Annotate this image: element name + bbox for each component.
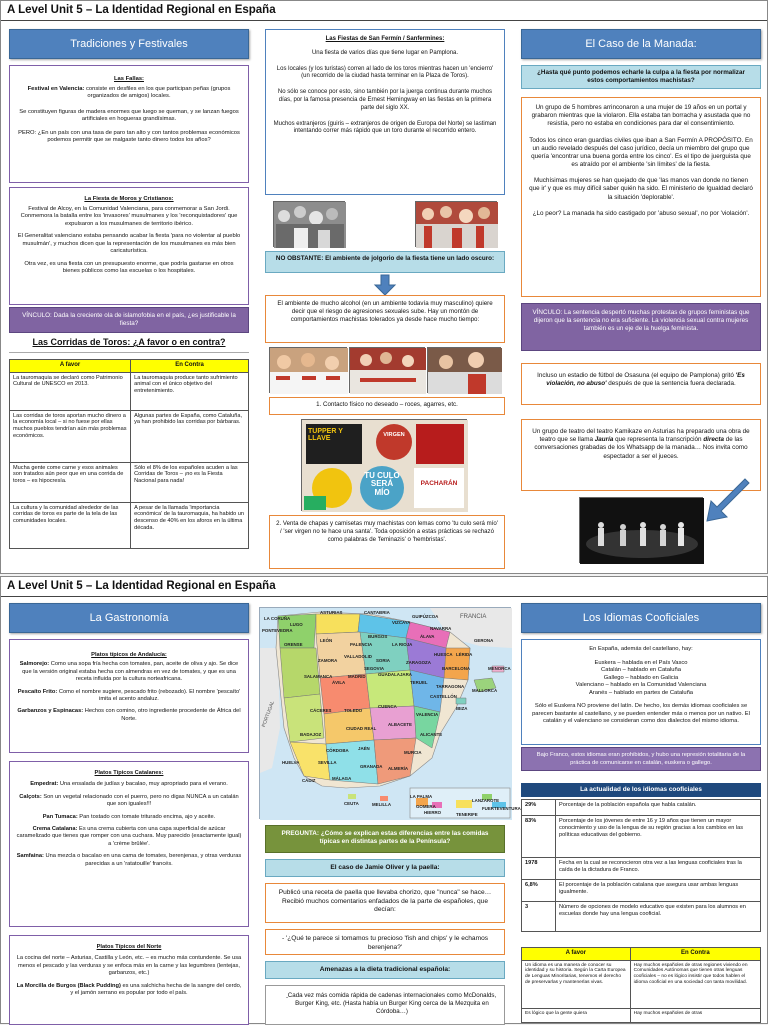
map-region-label: PALENCIA (350, 642, 373, 647)
sanfermin-p2: Los locales (y los turistas) corren al lado de los toros mientras hacen un 'encierro' (un recorrido de la ciudad hasta terminar en la Plaza de Toros). (276, 65, 494, 80)
map-region-label: HUELVA (282, 760, 300, 765)
list-item: Salmorejo: Como una sopa fría hecha con tomates, pan, aceite de oliva y ajo. Se dice que la versión original estaba hecha con almendras en vez de tomates, y que es una receta influida por la cultura norteafricana. (19, 661, 239, 683)
map-region-label: MURCIA (404, 750, 422, 755)
map-region-label: CÁDIZ (302, 778, 316, 783)
fallas-p1: Festival en Valencia: consiste en desfiles en los que participan peñas (grupos organizados de amigos) locales. (27, 85, 231, 100)
andalucia-box (9, 639, 249, 753)
map-region-label: BARCELONA (442, 666, 471, 671)
manada-p3: Muchísimas mujeres se han quejado de que 'las manos van donde no tienen que ir' y que es muy difícil saber quién ha sido. El ministerio de Igualdad declaró la situación 'deplorable'. (529, 177, 753, 201)
manada-p2: Todos los cinco eran guardias civiles que iban a San Fermín A PROPÓSITO. En un audio revelado después del caso jurídico, decía un miembro del grupo que quería 'encontrar una buena gorda entre los cinco'. Es el tipo de juerguista que es atraído por el ambiente 'sin límites' de la fiesta. (529, 136, 753, 169)
list-item: Catalán – hablado en Cataluña (601, 667, 681, 674)
sanfermin-box (265, 29, 505, 195)
list-item: Pan Tumaca: Pan tostado con tomate triturado encima, ajo y aceite. (42, 813, 216, 820)
theatre-stage-photo (579, 497, 703, 563)
table-row: 1978 Fecha en la cual se reconocieron otra vez a las lenguas cooficiales tras la caída de la dictadura de Franco. (522, 858, 761, 880)
map-region-label: CÓRDOBA (326, 748, 349, 753)
ambiente-box: El ambiente de mucho alcohol (en un ambiente todavía muy masculino) quiere decir que el riesgo de agresiones sexuales sube. Hay un montón de comportamientos machistas tolerados ya desde hace mucho tiempo: (265, 295, 505, 343)
map-region-label: CASTELLÓN (430, 694, 457, 699)
jamie-title-bar: El caso de Jamie Oliver y la paella: (265, 859, 505, 877)
map-region-label: ALICANTE (420, 732, 443, 737)
map-region-label: SEGOVIA (364, 666, 385, 671)
bullet-icon: - (286, 994, 289, 1001)
list-item: Valenciano – hablado en la Comunidad Valenciana (575, 682, 707, 689)
moros-title: La Fiesta de Moros y Cristianos: (84, 196, 174, 202)
idiomas-intro: En España, además del castellano, hay: (589, 646, 693, 652)
map-label-portugal: PORTUGAL (261, 700, 277, 729)
section-header-manada: El Caso de la Manada: (521, 29, 761, 59)
map-region-label: MADRID (348, 674, 366, 679)
table-row: 6,8% El porcentaje de la población catalana que asegura usar ambas lenguas igualmente. (522, 880, 761, 902)
section-header-tradiciones: Tradiciones y Festivales (9, 29, 249, 59)
idioma-header-contra: En Contra (630, 948, 760, 961)
fallas-title: Las Fallas: (114, 76, 144, 82)
map-region-label: TERUEL (410, 680, 428, 685)
idiomas-box (521, 639, 761, 745)
toros-title: Las Corridas de Toros: ¿A favor o en contra? (9, 337, 249, 353)
badges-photo (301, 419, 467, 511)
stats-table (521, 799, 761, 932)
map-region-label: VIZCAYA (392, 620, 411, 625)
map-region-label: TENERIFE (456, 812, 478, 817)
party-photo-1 (269, 347, 347, 393)
map-region-label: SEVILLA (318, 760, 337, 765)
idioma-header-favor: A favor (522, 948, 631, 961)
map-region-label: FUERTEVENTURA (482, 806, 521, 811)
map-region-label: GRANADA (360, 764, 383, 769)
list-item: Aranés – hablado en partes de Cataluña (588, 689, 694, 696)
down-arrow-icon (375, 275, 395, 295)
map-region-label: ORENSE (284, 642, 303, 647)
sanfermin-p3: No sólo se conoce por esto, sino también por la juerga continua durante muchos días, por la famosa presencia de Ernest Hemingway en las fiestas en la primera parte del siglo XX. (277, 89, 493, 111)
sanfermin-title: Las Fiestas de San Fermín / Sanfermines: (325, 36, 445, 42)
table-row: 83% Porcentaje de los jóvenes de entre 16 y 19 años que tienen un mayor conocimiento y uso de la lengua de su región gracias a los cambios en las políticas educativas del gobierno. (522, 816, 761, 858)
toros-header-favor: A favor (10, 360, 131, 373)
map-region-label: LÉRIDA (456, 652, 473, 657)
map-region-label: CÁCERES (310, 708, 332, 713)
table-row: Las corridas de toros aportan mucho dinero a la economía local – si no fuese por ellas muchos pueblos tendrían aún más problemas económicos. Algunas partes de España, como Cataluña, ya han prohibido las corridas por bárbaras. (10, 410, 249, 462)
table-row: Un idioma es una manera de conocer su identidad y su historia. Según la Carta Europea de Lenguas Minoritarias, tenemos el derecho de preservarlas y mantenerlas vivas. Hay muchos españoles de otras regiones viviendo en Comunidades Autónomas que tienen otras lenguas cooficiales – no es lógico insistir que todos hablen el idioma cooficial en una sociedad con tanta movilidad. (522, 960, 761, 1008)
list-item: Calçots: Son un vegetal relacionado con el puerro, pero no digas NUNCA a un catalán que son iguales!!! (19, 793, 239, 808)
list-item: Garbanzos y Espinacas: Hechos con comino, otro ingrediente procedente de África del Norte. (17, 708, 241, 722)
map-region-label: BURGOS (368, 634, 388, 639)
amenazas-title-bar: Amenazas a la dieta tradicional española: (265, 961, 505, 979)
badge-text-tu-culo: TU CULO SERÁ MÍO (364, 471, 400, 497)
poster-page-2 (0, 576, 768, 1024)
map-region-label: CIUDAD REAL (346, 726, 377, 731)
map-region-label: VALLADOLID (344, 654, 372, 659)
badge-text-tupper: TUPPER Y LLAVE (308, 428, 343, 443)
map-region-label: VALENCIA (416, 712, 439, 717)
section-header-idiomas: Los Idiomas Cooficiales (521, 603, 761, 633)
list-item: Pescaíto Frito: Como el nombre sugiere, pescado frito (rebozado). El nombre 'pescaíto' imita el acento andaluz. (17, 688, 241, 703)
map-region-label: ÁLAVA (420, 634, 435, 639)
table-row: La cultura y la comunidad alrededor de las corridas de toros es parte de la tela de las comunidades locales. A pesar de la llamada 'importancia económica' de la tauromaquia, ha habido un descenso de 40% en los aforos en la última década. (10, 502, 249, 548)
page-title-2: A Level Unit 5 – La Identidad Regional en España (1, 577, 767, 597)
table-row: 3 Número de opciones de modelo educativo que existen para los alumnos en escuelas donde hay una lengua cooficial. (522, 902, 761, 932)
fallas-p2: Se constituyen figuras de madera enormes que luego se queman, y se lanzan fuegos artificiales en hogueras grandísimas. (19, 108, 239, 123)
sanfermin-p1: Una fiesta de varios días que tiene lugar en Pamplona. (311, 49, 459, 56)
jamie-box: Publicó una receta de paella que llevaba chorizo, que "nunca" se hace… Recibió muchos comentarios enfadados de la parte de españoles, que decían: (265, 883, 505, 923)
map-region-label: CANTABRIA (364, 610, 390, 615)
list-item: Samfaina: Una mezcla o bacalao en una cama de tomates, berenjenas, y otras verduras parecidas a un 'ratatouille' francés. (16, 853, 242, 867)
crowd-photo-2 (415, 201, 497, 247)
map-region-label: MALLORCA (472, 688, 498, 693)
map-region-label: TOLEDO (344, 708, 363, 713)
table-row: La tauromaquia se declaró como Patrimonio Cultural de UNESCO en 2013. La tauromaquia produce tanto sufrimiento animal con el único objetivo del entretenimiento. (10, 372, 249, 410)
map-region-label: CUENCA (378, 704, 397, 709)
map-region-label: ÁVILA (332, 680, 346, 685)
party-photo-3 (427, 347, 501, 393)
map-region-label: MELILLA (372, 802, 392, 807)
moros-p3: Otra vez, es una fiesta con un presupuesto enorme, que podría gastarse en otros bienes públicos como las escuelas o los hospitales. (24, 260, 234, 275)
vinculo-islamofobia: VÍNCULO: Dada la creciente ola de islamofobia en el país, ¿es justificable la fiesta? (9, 307, 249, 333)
map-region-label: IBIZA (456, 706, 468, 711)
map-region-label: BADAJOZ (300, 732, 322, 737)
moros-box (9, 187, 249, 305)
norte-p2: La Morcilla de Burgos (Black Pudding) es una salchicha hecha de la sangre del cerdo, y el jamón serrano es popular por todo el país. (16, 982, 242, 997)
amenazas-box: - Cada vez más comida rápida de cadenas internacionales como McDonalds, Burger King, etc. (Hasta había un Burger King cerca de la Mezquita en Córdoba…) (265, 985, 505, 1025)
fallas-box (9, 65, 249, 183)
map-region-label: SALAMANCA (304, 674, 333, 679)
badge-text-pacharan: PACHARÁN (420, 480, 458, 487)
osasuna-box: Incluso un estadio de fútbol de Osasuna (el equipo de Pamplona) gritó 'Es violación, no abuso' después de que la sentencia fuera declarada. (521, 363, 761, 405)
point1-box: 1. Contacto físico no deseado – roces, agarres, etc. (269, 397, 505, 415)
map-region-label: ZAMORA (318, 658, 338, 663)
teatro-box: Un grupo de teatro del teatro Kamikaze en Asturias ha preparado una obra de teatro que se llama Jauría que representa la transcripción directa de las conversaciones grabadas de los Whatsapp de la manada… Nos invita como espectador a ser el jueces. (521, 419, 761, 491)
manada-question: ¿Hasta qué punto podemos echarle la culpa a la fiesta por normalizar estos comportamientos machistas? (521, 65, 761, 89)
norte-box (9, 935, 249, 1025)
map-region-label: ZARAGOZA (406, 660, 431, 665)
table-row: Es lógico que la gente quiera Hay muchos españoles de otras (522, 1008, 761, 1022)
section-header-gastronomia: La Gastronomía (9, 603, 249, 633)
pregunta-banner: PREGUNTA: ¿Cómo se explican estas diferencias entre las comidas típicas en distintas partes de la Península? (265, 825, 505, 853)
map-region-label: GUADALAJARA (378, 672, 412, 677)
crowd-photo-1 (273, 201, 345, 247)
map-label-francia: FRANCIA (460, 614, 487, 620)
catalanes-box (9, 761, 249, 927)
quote-box: - '¿Qué te parece si tomamos tu precioso 'fish and chips' y le echamos berenjena?' (265, 929, 505, 955)
diagonal-arrow-icon (705, 477, 751, 523)
list-item: Crema Catalana: Es una crema cubierta con una capa superficial de azúcar caramelizado que tienes que romper con una cuchara. Muy parecido (exactamente igual) a 'crème brûlée'. (16, 826, 242, 847)
catalanes-title: Platos Típicos Catalanes: (94, 770, 164, 776)
map-region-label: HUESCA (434, 652, 453, 657)
map-region-label: LA PALMA (410, 794, 433, 799)
map-region-label: ALMERÍA (388, 766, 409, 771)
list-item: Gallego – hablado en Galicia (603, 674, 679, 681)
toros-header-contra: En Contra (131, 360, 249, 373)
moros-p2: El Generalitat valenciano estaba pensando acabar la fiesta 'para no violentar al pueblo musulmán', y muchos dicen que la representación de los musulmanes es más bien caricaturística. (17, 233, 241, 255)
map-region-label: MÁLAGA (332, 776, 352, 781)
map-region-label: LA RIOJA (392, 642, 413, 647)
andalucia-title: Platos típicos de Andalucía: (91, 652, 167, 658)
sanfermin-p4: Muchos extranjeros (guiris – extranjeros de origen de Europa del Norte) se lastiman intentando correr más rápido que un toro durante el recorrido entero. (273, 120, 497, 135)
map-region-label: ASTURIAS (320, 610, 343, 615)
point2-box: 2. Venta de chapas y camisetas muy machistas con lemas como 'tu culo será mío' / 'ser virgen no te hace una santa'. Toda oposición a estas prácticas se rechazó como palabras de 'feminazis' o 'hembristas'. (269, 515, 505, 569)
map-region-label: LA CORUÑA (264, 616, 291, 621)
party-photo-2 (349, 347, 425, 393)
map-region-label: ALBACETE (388, 722, 412, 727)
idiomas-euskera-p: Sólo el Euskera NO proviene del latín. De hecho, los demás idiomas cooficiales se parecen bastante al castellano, y se pueden entender más o menos por un nativo. El catalán y el valenciano se consideran como dos dialectos del mismo idioma. (532, 703, 750, 725)
map-region-label: GOMERA (416, 804, 436, 809)
fallas-p3: PERO: ¿En un país con una tasa de paro tan alto y con tantos problemas económicos podemos permitir que se malgaste tanto dinero todos los años? (18, 129, 240, 144)
list-item: Empedrat: Una ensalada de judías y bacalao, muy apropriado para el verano. (30, 781, 228, 788)
manada-case-box (521, 97, 761, 297)
map-region-label: HIERRO (424, 810, 442, 815)
languages-list (528, 660, 754, 698)
table-row: 29% Porcentaje de la población española que habla catalán. (522, 800, 761, 816)
list-item: Euskera – hablada en el País Vasco (594, 659, 688, 666)
map-region-label: LANZAROTE (472, 798, 500, 803)
map-region-label: GERONA (474, 638, 494, 643)
idioma-debate-table (521, 947, 761, 1023)
manada-p1: Un grupo de 5 hombres arrinconaron a una mujer de 19 años en un portal y grabaron mientras que la violaron. Ella estaba tan borracha y asustada que no resistía, pero no estaba en condiciones para dar el consentimiento. (531, 104, 751, 128)
page-title: A Level Unit 5 – La Identidad Regional en España (1, 1, 767, 21)
map-region-label: CEUTA (344, 801, 359, 806)
map-region-label: MENORCA (488, 666, 511, 671)
actualidad-title: La actualidad de los idiomas cooficiales (521, 783, 761, 797)
moros-p1: Festival de Alcoy, en la Comunidad Valenciana, para conmemorar a San Jordi. Conmemora la batalla entre los 'invasores' musulmanes y los 'reconquistadores' que expulsaron a los musulmanes de territorio ibérico. (20, 205, 238, 227)
spain-map (259, 607, 521, 819)
no-obstante-banner: NO OBSTANTE: El ambiente de jolgorio de la fiesta tiene un lado oscuro: (265, 251, 505, 273)
toros-table (9, 359, 249, 549)
map-region-label: GUIPÚZCOA (412, 614, 439, 619)
norte-p1: La cocina del norte – Asturias, Castilla y León, etc. – es mucho más contundente. Se usa menos el pescado y las verduras y se enfoca más en la carne y las legumbres (lentejas, garbanzos, etc.) (16, 955, 242, 977)
map-region-label: JAÉN (358, 746, 370, 751)
norte-title: Platos Típicos del Norte (96, 944, 162, 950)
map-region-label: LUGO (290, 622, 303, 627)
map-region-label: LEÓN (320, 638, 333, 643)
manada-p4: ¿Lo peor? La manada ha sido castigado por 'abuso sexual', no por 'violación'. (532, 209, 750, 217)
map-region-label: NAVARRA (430, 626, 452, 631)
vinculo-sentencia: VÍNCULO: La sentencia despertó muchas protestas de grupos feministas que dijeron que la sentencia no era suficiente. La violencia sexual contra mujeres también es un eje de la huelga feminista. (521, 303, 761, 351)
franco-banner: Bajo Franco, estos idiomas eran prohibidos, y hubo una represión totalitaria de la práctica de comunicarse en catalán, euskera o gallego. (521, 747, 761, 771)
badge-text-virgen: VIRGEN (383, 432, 405, 438)
map-region-label: TARRAGONA (436, 684, 465, 689)
table-row: Mucha gente come carne y esos animales son tratados aún peor que en una corrida de toros – es hipocresía. Sólo el 8% de los españoles acuden a las Corridas de Toros – ¡no es la Fiesta Nacional para nada! (10, 462, 249, 502)
map-region-label: PONTEVEDRA (262, 628, 293, 633)
map-region-label: SORIA (376, 658, 390, 663)
